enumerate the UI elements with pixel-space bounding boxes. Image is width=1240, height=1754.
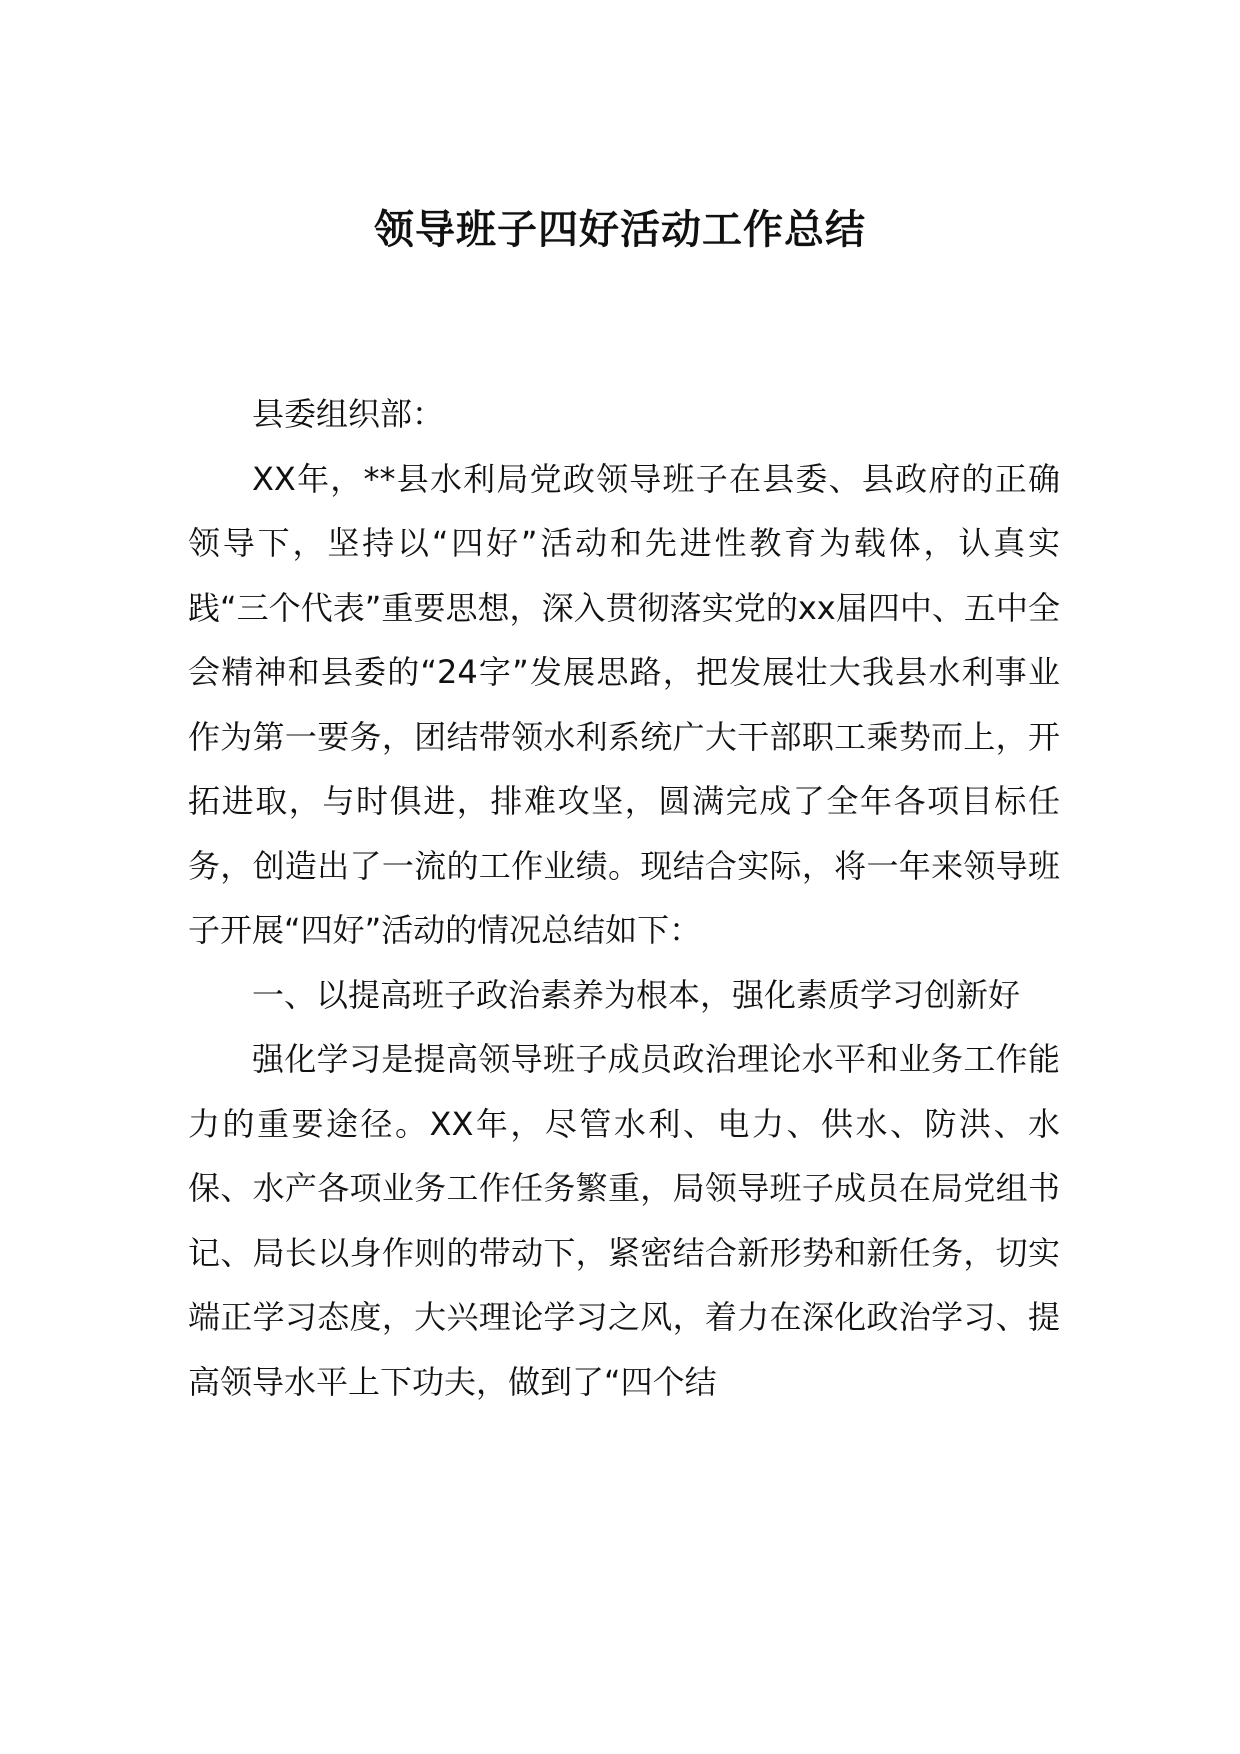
section-heading-1: 一、以提高班子政治素养为根本，强化素质学习创新好 (252, 975, 1021, 1014)
paragraph-section-1: 强化学习是提高领导班子成员政治理论水平和业务工作能力的重要途径。XX年，尽管水利、电力、供水、防洪、水保、水产各项业务工作任务繁重，局领导班子成员在局党组书记、局长以身作则的带动下，紧密结合新形势和新任务，切实端正学习态度，大兴理论学习之风，着力在深化政治学习、提高领导水平上下功夫，做到了“四个结 (188, 1040, 1060, 1401)
document-title: 领导班子四好活动工作总结 (374, 207, 866, 253)
paragraph-intro: XX年，**县水利局党政领导班子在县委、县政府的正确领导下，坚持以“四好”活动和先进性教育为载体，认真实践“三个代表”重要思想，深入贯彻落实党的xx届四中、五中全会精神和县委的“24字”发展思路，把发展壮大我县水利事业作为第一要务，团结带领水利系统广大干部职工乘势而上，开拓进取，与时俱进，排难攻坚，圆满完成了全年各项目标任务，创造出了一流的工作业绩。现结合实际，将一年来领导班子开展“四好”活动的情况总结如下： (188, 459, 1060, 949)
salutation: 县委组织部： (252, 395, 445, 433)
document-body (188, 382, 1060, 1414)
